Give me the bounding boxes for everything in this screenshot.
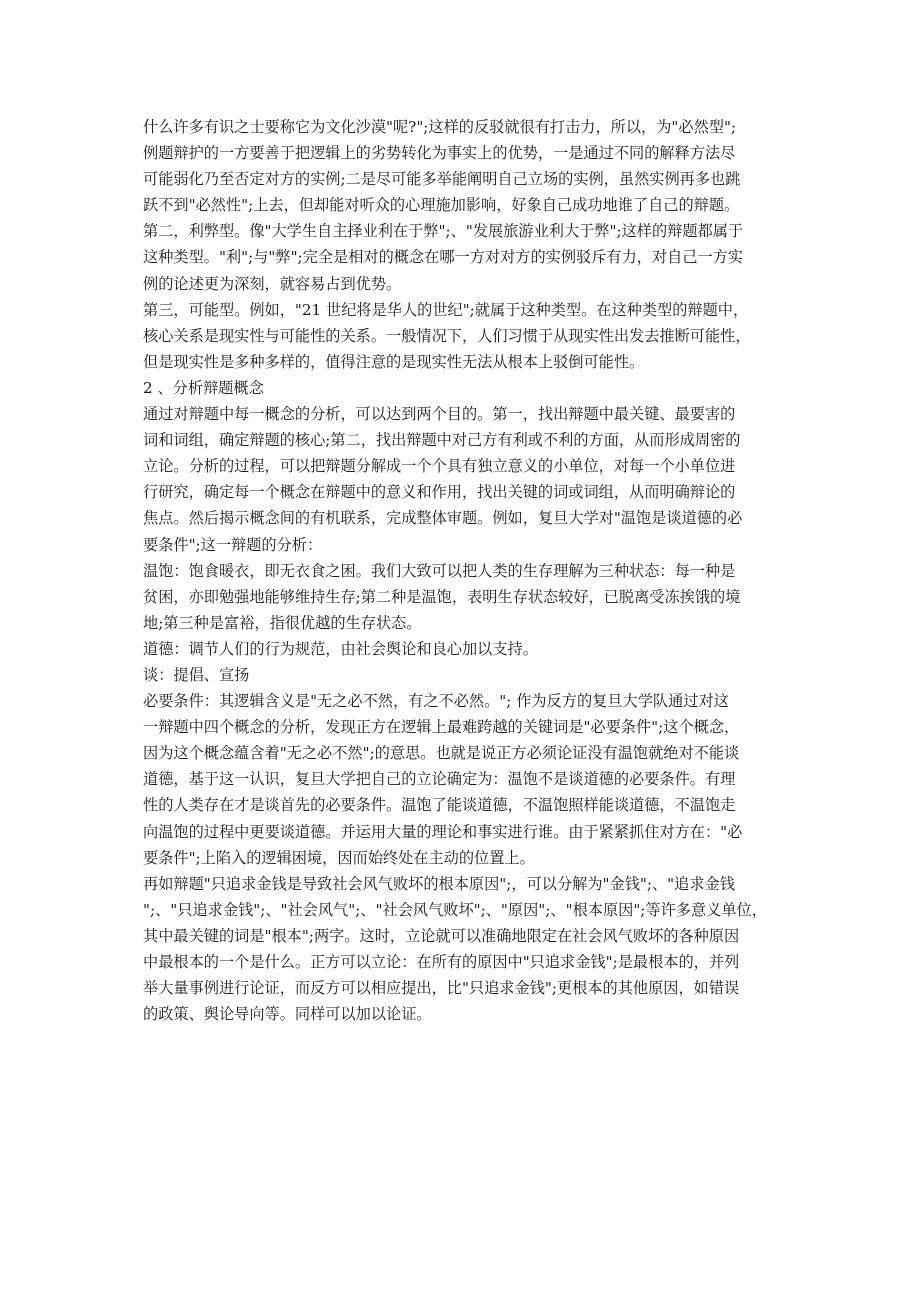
text-line: 举大量事例进行论证，而反方可以相应提出，比"只追求金钱";更根本的其他原因，如错误 xyxy=(143,979,740,998)
text-line: 地;第三种是富裕，指很优越的生存状态。 xyxy=(143,613,422,632)
text-line: 要条件";这一辩题的分析： xyxy=(143,535,323,554)
text-line: ";、"只追求金钱";、"社会风气";、"社会风气败坏";、"原因";、"根本原因";等许多意义单位， xyxy=(143,900,767,919)
text-line: 谈：提倡、宣扬 xyxy=(143,665,250,684)
text-line: 贫困，亦即勉强地能够维持生存;第二种是温饱，表明生存状态较好，已脱离受冻挨饿的境 xyxy=(143,587,741,606)
text-line: 词和词组，确定辩题的核心;第二，找出辩题中对己方有利或不利的方面，从而形成周密的 xyxy=(143,431,741,450)
text-line: 的政策、舆论导向等。同样可以加以论证。 xyxy=(143,1005,432,1024)
text-line: 要条件";上陷入的逻辑困境，因而始终处在主动的位置上。 xyxy=(143,848,535,867)
text-line: 什么许多有识之士要称它为文化沙漠"呢?";这样的反驳就很有打击力，所以，为"必然型"; xyxy=(143,118,737,136)
text-line: 道德，基于这一认识，复旦大学把自己的立论确定为：温饱不是谈道德的必要条件。有理 xyxy=(143,770,736,789)
text-line: 例的论述更为深刻，就容易占到优势。 xyxy=(143,274,402,293)
text-line: 跃不到"必然性";上去，但却能对听众的心理施加影响，好象自己成功地谁了自己的辩题。 xyxy=(143,196,740,215)
text-line: 立论。分析的过程，可以把辩题分解成一个个具有独立意义的小单位，对每一个小单位进 xyxy=(143,457,736,476)
text-line: 必要条件：其逻辑含义是"无之必不然，有之不必然。"; 作为反方的复旦大学队通过对这 xyxy=(143,692,729,711)
section-heading: 2 、分析辩题概念 xyxy=(143,378,264,397)
text-line: 再如辩题"只追求金钱是导致社会风气败坏的根本原因";，可以分解为"金钱";、"追求金钱 xyxy=(143,874,735,893)
text-line: 通过对辩题中每一概念的分析，可以达到两个目的。第一，找出辩题中最关键、最要害的 xyxy=(143,405,736,424)
text-line: 第三，可能型。例如，"21 世纪将是华人的世纪";就属于这种类型。在这种类型的辩题中， xyxy=(143,300,749,319)
text-line: 这种类型。"利";与"弊";完全是相对的概念在哪一方对对方的实例驳斥有力，对自己一方实 xyxy=(143,248,744,267)
text-line: 道德：调节人们的行为规范，由社会舆论和良心加以支持。 xyxy=(143,639,538,658)
text-line: 第二，利弊型。像"大学生自主择业利在于弊";、"发展旅游业利大于弊";这样的辩题都属于 xyxy=(143,222,744,241)
text-line: 温饱：饱食暖衣，即无衣食之困。我们大致可以把人类的生存理解为三种状态：每一种是 xyxy=(143,561,736,580)
text-line: 可能弱化乃至否定对方的实例;二是尽可能多举能阐明自己立场的实例，虽然实例再多也跳 xyxy=(143,170,741,189)
text-line: 性的人类存在才是谈首先的必要条件。温饱了能谈道德，不温饱照样能谈道德，不温饱走 xyxy=(143,796,736,815)
document-body xyxy=(143,114,783,1027)
text-line: 中最根本的一个是什么。正方可以立论：在所有的原因中"只追求金钱";是最根本的，并列 xyxy=(143,953,740,971)
text-line: 例题辩护的一方要善于把逻辑上的劣势转化为事实上的优势，一是通过不同的解释方法尽 xyxy=(143,144,736,163)
text-line: 行研究，确定每一个概念在辩题中的意义和作用，找出关键的词或词组，从而明确辩论的 xyxy=(143,483,736,502)
text-line: 一辩题中四个概念的分析，发现正方在逻辑上最难跨越的关键词是"必要条件";这个概念， xyxy=(143,718,740,737)
text-line: 其中最关键的词是"根本";两字。这时，立论就可以准确地限定在社会风气败坏的各种原因 xyxy=(143,926,740,945)
text-line: 核心关系是现实性与可能性的关系。一般情况下，人们习惯于从现实性出发去推断可能性， xyxy=(143,326,751,345)
text-line: 因为这个概念蕴含着"无之必不然";的意思。也就是说正方必须论证没有温饱就绝对不能谈 xyxy=(143,744,740,763)
text-line: 焦点。然后揭示概念间的有机联系，完成整体审题。例如，复旦大学对"温饱是谈道德的必 xyxy=(143,509,743,528)
text-line: 向温饱的过程中更要谈道德。并运用大量的理论和事实进行谁。由于紧紧抓住对方在："必 xyxy=(143,822,743,841)
text-line: 但是现实性是多种多样的，值得注意的是现实性无法从根本上驳倒可能性。 xyxy=(143,352,645,371)
